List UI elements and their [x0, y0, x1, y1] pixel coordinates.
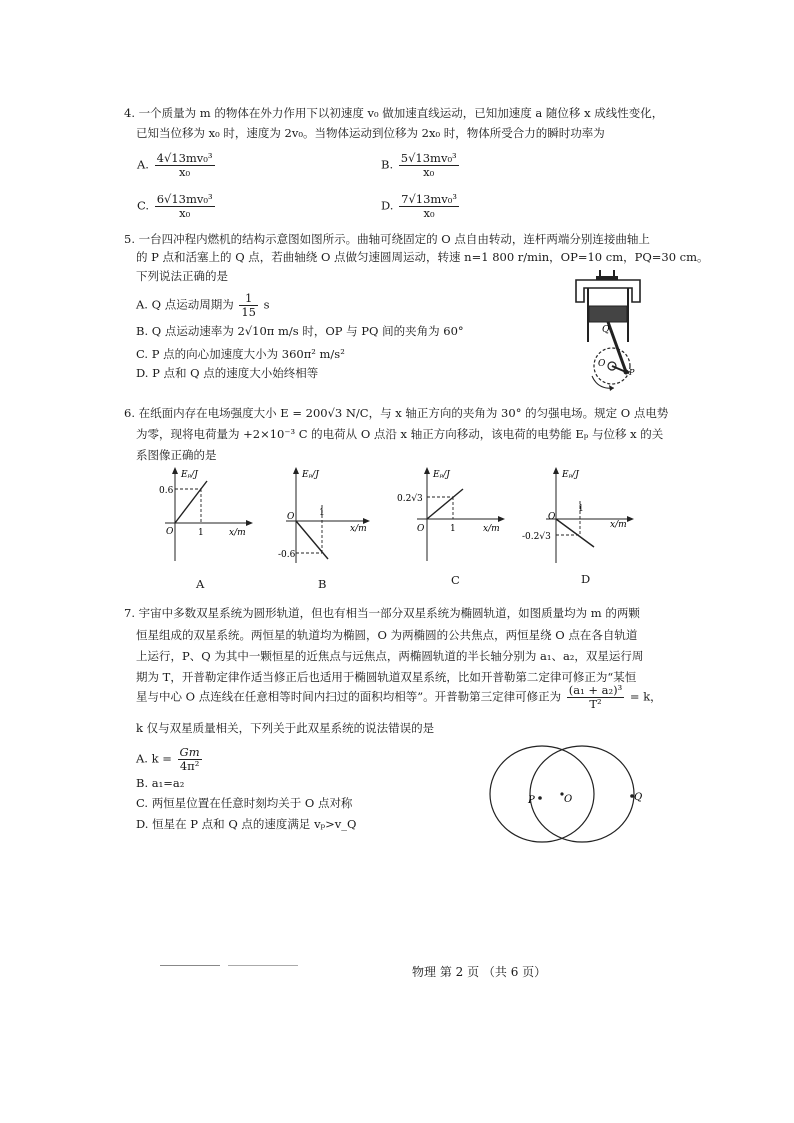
q5-stem-line3: 下列说法正确的是 [136, 269, 228, 283]
q5-stem-line2: 的 P 点和活塞上的 Q 点，若曲轴绕 O 点做匀速圆周运动，转速 n=1 800 r/min，OP=10 cm，PQ=30 cm。 [136, 250, 709, 264]
graph-b-xlabel: x/m [350, 524, 367, 534]
q4-stem-line2: 已知当位移为 x₀ 时，速度为 2v₀。当物体运动到位移为 2x₀ 时，物体所受合力的瞬时功率为 [136, 126, 605, 140]
engine-diagram [568, 268, 648, 392]
orbit-label-p: P [528, 795, 535, 806]
q7-option-a: A. k = $\frac{Gm}{\text{4π²}}$ [136, 745, 200, 773]
graph-c-label: C [451, 573, 460, 587]
q4-option-b: B. $\frac{\text{5√13mv₀³}}{\text{x₀}}$ [381, 151, 457, 179]
graph-c-xlabel: x/m [483, 524, 500, 534]
q5-option-b: B. Q 点运动速率为 2√10π m/s 时，OP 与 PQ 间的夹角为 60° [136, 324, 464, 338]
engine-label-o: O [598, 359, 606, 369]
graph-d [522, 465, 638, 567]
engine-label-q: Q [602, 325, 610, 335]
q5-option-a: A. Q 点运动周期为 $\frac{1}{15}$ s [136, 291, 270, 319]
q7-stem-line6: k 仅与双星质量相关，下列关于此双星系统的说法错误的是 [136, 721, 435, 735]
q7-option-b: B. a₁=a₂ [136, 776, 185, 790]
graph-c [397, 465, 507, 567]
page-footer: 物理 第 2 页 （共 6 页） [412, 965, 547, 979]
q5-option-d: D. P 点和 Q 点的速度大小始终相等 [136, 366, 319, 380]
graph-a-yval: 0.6 [159, 486, 174, 496]
graph-b-yval: -0.6 [278, 550, 296, 560]
q4-option-a: A. $\frac{\text{4√13mv₀³}}{\text{x₀}}$ [137, 151, 213, 179]
graph-b-ylabel: Eₚ/J [302, 470, 319, 480]
graph-b [272, 465, 372, 567]
orbit-label-o: O [564, 794, 573, 805]
graph-d-ylabel: Eₚ/J [562, 470, 579, 480]
graph-d-xval: 1 [578, 504, 584, 514]
q7-option-c: C. 两恒星位置在任意时刻均关于 O 点对称 [136, 796, 353, 810]
binary-orbit-diagram [484, 740, 650, 844]
graph-a-label: A [196, 577, 205, 591]
q5-option-c: C. P 点的向心加速度大小为 360π² m/s² [136, 347, 345, 361]
q7-stem-line5: 星与中心 O 点连线在任意相等时间内扫过的面积均相等”。开普勒第三定律可修正为 $\frac{\text{(a₁ + a₂)³}}{\text{T²}}$ = k， [136, 683, 662, 711]
q6-stem-line3: 系图像正确的是 [136, 448, 217, 462]
graph-c-ylabel: Eₚ/J [433, 470, 450, 480]
footer-divider [160, 965, 220, 966]
graph-b-label: B [318, 577, 327, 591]
q7-stem-line1: 7. 宇宙中多数双星系统为圆形轨道，但也有相当一部分双星系统为椭圆轨道，如图质量均为 m 的两颗 [124, 606, 640, 620]
graph-c-yval: 0.2√3 [397, 494, 423, 504]
engine-label-p: P [629, 368, 635, 377]
q7-stem-line3: 上运行，P、Q 为其中一颗恒星的近焦点与远焦点，两椭圆轨道的半长轴分别为 a₁、a₂，双星运行周 [136, 649, 644, 663]
q7-option-d: D. 恒星在 P 点和 Q 点的速度满足 vₚ>v_Q [136, 817, 357, 831]
q4-stem-line1: 4. 一个质量为 m 的物体在外力作用下以初速度 v₀ 做加速直线运动，已知加速度 a 随位移 x 成线性变化， [124, 106, 664, 120]
graph-a [155, 465, 255, 567]
graph-a-ylabel: Eₚ/J [181, 470, 198, 480]
graph-a-xlabel: x/m [229, 528, 246, 538]
graph-c-xval: 1 [450, 524, 456, 534]
q4-option-d: D. $\frac{\text{7√13mv₀³}}{\text{x₀}}$ [381, 192, 458, 220]
graph-d-label: D [581, 572, 591, 586]
graph-d-origin: O [548, 512, 556, 522]
q4-option-c: C. $\frac{\text{6√13mv₀³}}{\text{x₀}}$ [137, 192, 213, 220]
q6-stem-line2: 为零，现将电荷量为 +2×10⁻³ C 的电荷从 O 点沿 x 轴正方向移动，该电荷的电势能 Eₚ 与位移 x 的关 [136, 427, 664, 441]
graph-a-origin: O [166, 527, 174, 537]
graph-d-yval: -0.2√3 [522, 532, 551, 542]
graph-b-xval: 1 [319, 508, 325, 518]
orbit-ellipse-left [490, 746, 594, 842]
q6-stem-line1: 6. 在纸面内存在电场强度大小 E = 200√3 N/C，与 x 轴正方向的夹角为 30° 的匀强电场。规定 O 点电势 [124, 406, 669, 420]
q5-stem-line1: 5. 一台四冲程内燃机的结构示意图如图所示。曲轴可绕固定的 O 点自由转动，连杆两端分别连接曲轴上 [124, 232, 650, 246]
q7-stem-line2: 恒星组成的双星系统。两恒星的轨道均为椭圆，O 为两椭圆的公共焦点，两恒星绕 O 点在各自轨道 [136, 628, 638, 642]
graph-a-xval: 1 [198, 528, 204, 538]
q7-stem-line4: 期为 T，开普勒定律作适当修正后也适用于椭圆轨道双星系统，比如开普勒第二定律可修正为“某恒 [136, 670, 637, 684]
footer-divider [228, 965, 298, 966]
orbit-ellipse-right [530, 746, 634, 842]
graph-c-origin: O [417, 524, 425, 534]
graph-b-origin: O [287, 512, 295, 522]
orbit-label-q: Q [634, 792, 643, 803]
graph-d-xlabel: x/m [610, 520, 627, 530]
